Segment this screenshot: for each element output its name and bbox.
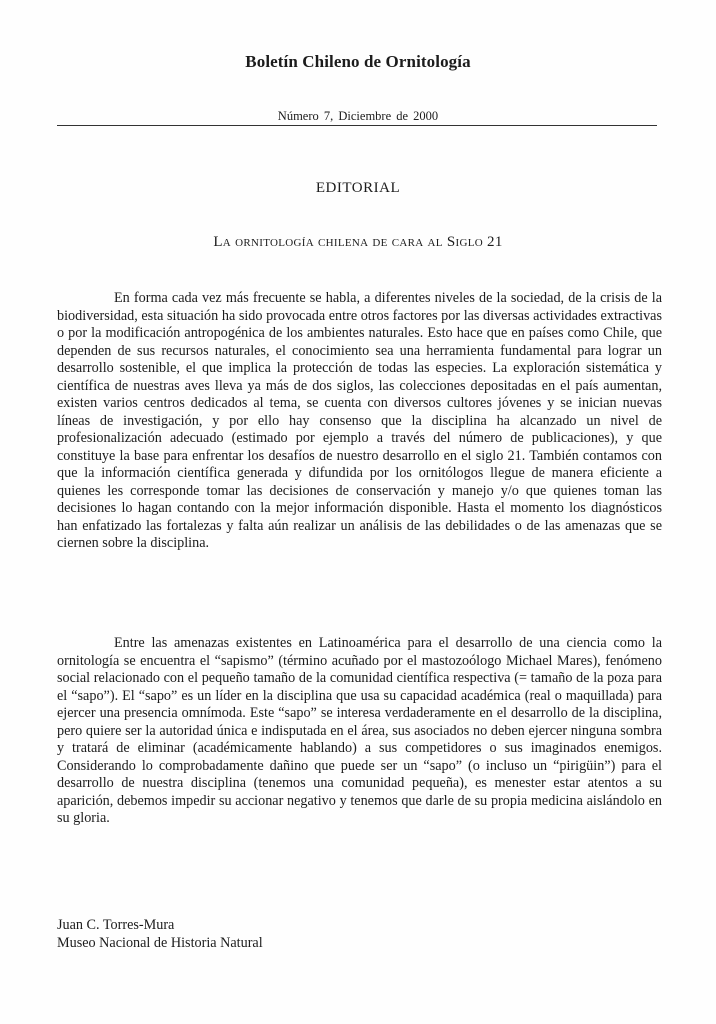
author-affiliation: Museo Nacional de Historia Natural [57, 935, 263, 951]
header-rule [57, 125, 657, 126]
issue-line: Número 7, Diciembre de 2000 [277, 109, 439, 123]
journal-title: Boletín Chileno de Ornitología [245, 52, 471, 71]
body-paragraph-2: Entre las amenazas existentes en Latinoamérica para el desarrollo de una ciencia como la ornitología se encuentra el “sapismo” (término acuñado por el mastozoólogo Michael Mares), fenómeno social relacionado con el pequeño tamaño de la comunidad científica respectiva (= tamaño de la poza para el “sapo”). El “sapo” es un líder en la disciplina que usa su capacidad académica (real o maquillada) para ejercer una presencia omnímoda. Este “sapo” se interesa verdaderamente en el desarrollo de la disciplina, pero quiere ser la autoridad única e indisputada en el área, sus asociados no deben ejercer ninguna sombra y tratará de eliminar (académicamente hablando) a sus competidores o sus imaginados enemigos. Considerando lo comprobadamente dañino que puede ser un “sapo” (o incluso un “pirigüin”) para el desarrollo de nuestra disciplina (tenemos una comunidad pequeña), es menester estar atentos a su aparición, debemos impedir su accionar negativo y tenemos que darle de su propia medicina aislándolo en su gloria. [57, 635, 662, 826]
author-name: Juan C. Torres-Mura [57, 917, 175, 933]
signature-block [57, 916, 263, 952]
body-paragraph-1: En forma cada vez más frecuente se habla, a diferentes niveles de la sociedad, de la crisis de la biodiversidad, esta situación ha sido provocada entre otros factores por las diversas actividades extractivas o por la modificación antropogénica de los ambientes naturales. Esto hace que en países como Chile, que dependen de sus recursos naturales, el conocimiento sea una herramienta fundamental para lograr un desarrollo sostenible, el que implica la protección de todas las especies. La exploración sistemática y científica de nuestras aves lleva ya más de dos siglos, las colecciones depositadas en el país aumentan, existen varios centros dedicados al tema, se cuenta con diversos cultores jóvenes y se inician nuevas líneas de investigación, y por ello hay consenso que la disciplina ha alcanzado un nivel de profesionalización adecuado (estimado por ejemplo a través del número de publicaciones), y que constituye la base para enfrentar los desafíos de nuestro desarrollo en el siglo 21. También contamos con que la información científica generada y difundida por los ornitólogos llegue de manera eficiente a quienes les corresponde tomar las decisiones de conservación y manejo y/o que quienes toman las decisiones lo hagan contando con la mejor información disponible. Hasta el momento los diagnósticos han enfatizado las fortalezas y falta aún realizar un análisis de las debilidades o de las amenazas que se ciernen sobre la disciplina. [57, 290, 662, 551]
editorial-title: La ornitología chilena de cara al Siglo 21 [213, 234, 503, 250]
section-heading: EDITORIAL [315, 180, 401, 196]
